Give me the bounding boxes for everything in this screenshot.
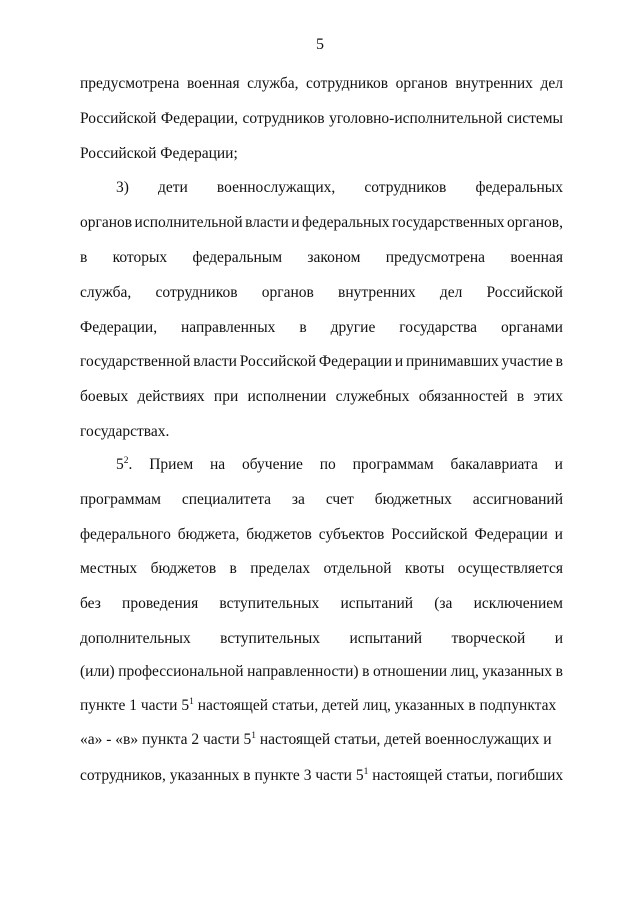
word: 3)	[116, 179, 129, 196]
text-line: Российской Федерации;	[80, 145, 238, 162]
text-line	[80, 74, 563, 94]
word: федеральных	[475, 179, 563, 196]
word: отношении	[373, 663, 448, 680]
text-line: пункте 1 части $5^1$ настоящей статьи, детей лиц, указанных в подпунктах	[80, 697, 557, 714]
word: системы	[507, 110, 563, 127]
word: исполнительной	[134, 214, 243, 231]
word: государственных	[391, 214, 505, 231]
word: пределах	[250, 560, 311, 577]
word: исполнении	[247, 388, 327, 405]
word: бюджетных	[374, 491, 452, 508]
word: за	[291, 491, 305, 508]
word: Федерации,	[80, 319, 158, 336]
text-line	[80, 248, 563, 268]
word: органов,	[506, 214, 563, 231]
word: этих	[533, 388, 563, 405]
word: испытаний	[340, 595, 414, 612]
word: Российской	[80, 110, 157, 127]
word: и	[554, 456, 563, 473]
word: которых	[112, 249, 168, 266]
word: вступительных	[219, 595, 320, 612]
word: в	[516, 388, 525, 405]
word: в	[229, 560, 237, 577]
word: органами	[500, 319, 563, 336]
text-line	[116, 178, 563, 198]
word: уголовно-исполнительной	[329, 110, 503, 127]
text-line	[80, 629, 563, 649]
word: Федерации	[474, 526, 548, 543]
word: по	[319, 456, 336, 473]
word: направленных	[181, 319, 276, 336]
word: внутренних	[455, 75, 533, 92]
word: сотрудников	[155, 284, 238, 301]
word: направленности)	[247, 663, 359, 680]
text-line	[116, 455, 563, 477]
text-line	[80, 490, 563, 510]
word: федерального	[80, 526, 171, 543]
word: проведения	[122, 595, 199, 612]
word: творческой	[451, 630, 526, 647]
word: служебных	[335, 388, 410, 405]
word: (или)	[80, 663, 115, 680]
word: предусмотрена	[385, 249, 486, 266]
word: сотрудников	[306, 75, 389, 92]
word: обязанностей	[418, 388, 508, 405]
word: органов	[395, 75, 448, 92]
word: Российской	[391, 526, 468, 543]
word: и	[554, 526, 563, 543]
word: квоты	[404, 560, 445, 577]
word: обучение	[241, 456, 303, 473]
word: Российской	[486, 284, 563, 301]
word: местных	[80, 560, 138, 577]
word: власти	[193, 353, 237, 370]
word: бакалавриата	[450, 456, 538, 473]
word: федеральных	[301, 214, 390, 231]
word: служба,	[80, 284, 132, 301]
word: в	[555, 663, 563, 680]
word: предусмотрена	[80, 75, 180, 92]
word: ассигнований	[472, 491, 563, 508]
word: в	[299, 319, 307, 336]
word: военная	[186, 75, 240, 92]
word: бюджетов	[150, 560, 217, 577]
word: программам	[352, 456, 434, 473]
word: профессиональной	[118, 663, 244, 680]
text-line	[80, 559, 563, 579]
word: указанных	[482, 663, 553, 680]
word: дел	[540, 75, 563, 92]
word: специалитета	[181, 491, 272, 508]
word: и	[554, 630, 563, 647]
word: Федерации	[318, 353, 393, 370]
word: лиц,	[450, 663, 479, 680]
word: внутренних	[338, 284, 416, 301]
word: субъектов	[318, 526, 385, 543]
word: Прием	[149, 456, 194, 473]
word: сотрудников	[242, 110, 325, 127]
word: бюджета,	[177, 526, 240, 543]
word: отдельной	[323, 560, 392, 577]
word: участие	[501, 353, 553, 370]
word: принимавших	[405, 353, 499, 370]
word: (за	[434, 595, 453, 612]
text-line	[80, 352, 563, 372]
word: осуществляется	[457, 560, 563, 577]
word: военнослужащих,	[216, 179, 336, 196]
text-line	[80, 283, 563, 303]
word: в	[80, 249, 88, 266]
text-line	[80, 109, 563, 129]
word: вступительных	[220, 630, 321, 647]
word: счет	[325, 491, 354, 508]
word: дополнительных	[80, 630, 191, 647]
word: дети	[158, 179, 188, 196]
text-line	[80, 213, 563, 233]
word: военная	[510, 249, 563, 266]
word: при	[213, 388, 239, 405]
page-number: 5	[316, 36, 324, 53]
word: сотрудников	[364, 179, 447, 196]
text-line	[80, 387, 563, 407]
word: дел	[439, 284, 463, 301]
text-line	[80, 525, 563, 545]
text-line: «а» - «в» пункта 2 части $5^1$ настоящей статьи, детей военнослужащих и	[80, 731, 552, 748]
word: действиях	[137, 388, 205, 405]
text-line	[80, 318, 563, 338]
word: бюджетов	[246, 526, 312, 543]
word: другие	[330, 319, 376, 336]
word: федеральным	[192, 249, 283, 266]
word: испытаний	[349, 630, 423, 647]
text-line	[80, 594, 563, 614]
word: органов	[80, 214, 133, 231]
word: в	[555, 353, 563, 370]
text-line: государствах.	[80, 423, 170, 440]
word: государства	[399, 319, 477, 336]
word: боевых	[80, 388, 129, 405]
word: законом	[307, 249, 361, 266]
word: власти	[245, 214, 289, 231]
word: и	[394, 353, 404, 370]
text-line: сотрудников, указанных в пункте 3 части $5^1$ настоящей статьи, погибших	[80, 767, 564, 784]
word: органов	[261, 284, 314, 301]
word: Российской	[239, 353, 317, 370]
word: государственной	[80, 353, 191, 370]
paragraph-number: $5^2$.	[116, 456, 133, 473]
word: исключением	[473, 595, 563, 612]
word: в	[362, 663, 370, 680]
text-line	[80, 662, 563, 682]
word: программам	[80, 491, 161, 508]
word: без	[80, 595, 101, 612]
word: Федерации,	[160, 110, 238, 127]
word: и	[291, 214, 300, 231]
word: на	[209, 456, 226, 473]
word: служба,	[247, 75, 299, 92]
